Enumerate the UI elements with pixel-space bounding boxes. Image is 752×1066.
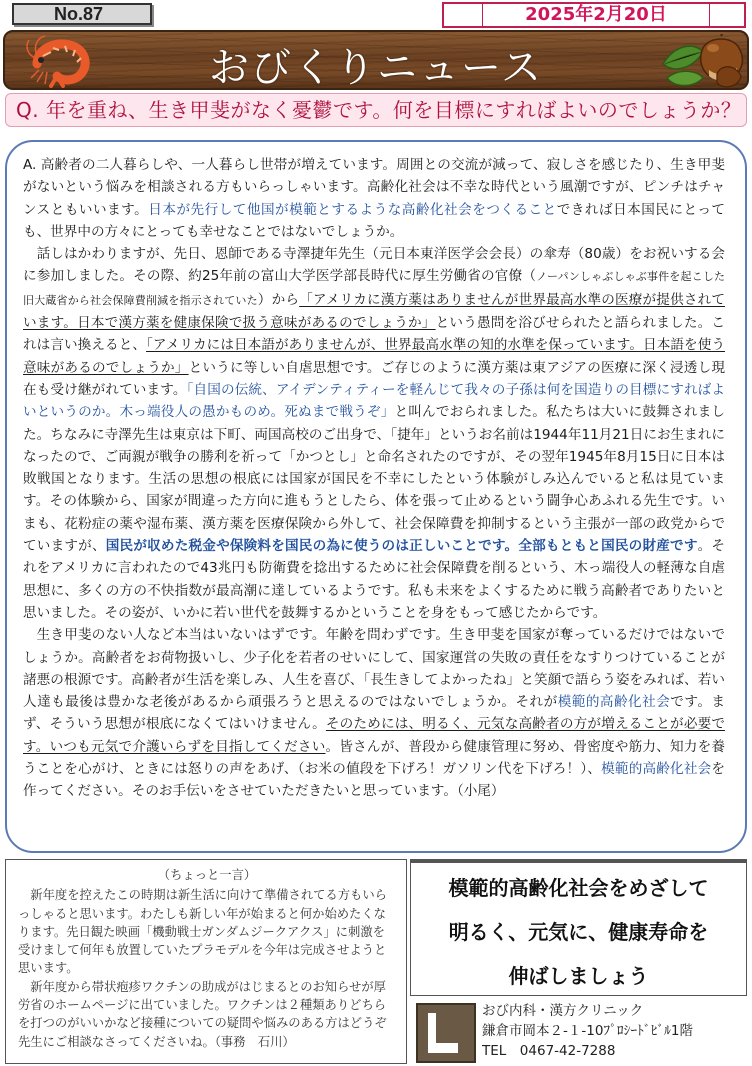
issue-number: No.87	[12, 3, 152, 25]
article-text: です。まず、そういう思想が根底になくてはいけません。	[23, 694, 726, 733]
article-text: できれば日本国民にとっても、世界中の方々にとっても幸せなことではないでしょうか。	[23, 201, 726, 240]
article-bold-highlight: 国民が収めた税金や保険料を国民の為に使うのは正しいことです。全部もともと国民の財産です	[105, 538, 698, 555]
article-text: 。それをアメリカに言われたので43兆円も防衛費を捻出するために社会保障費を削るという、木っ端役人の軽薄な自虐思想に、多くの方の不快指数が最高潮に達しているようです。私も未来をよくするために戦う高齢者でありたいと思いました。その姿が、いかに若い世代を鼓舞するかということを身をもって感じたからです。	[23, 538, 726, 621]
slogan-line-2: 明るく、元気に、健康寿命を	[448, 920, 709, 944]
title-banner	[3, 30, 749, 90]
slogan-box	[410, 859, 747, 996]
article-underlined-quote: 「アメリカに漢方薬はありませんが世界最高水準の医療が提供されています。日本で漢方薬を健康保険で扱う意味があるのでしょうか」	[23, 291, 726, 332]
clinic-text	[482, 1001, 693, 1061]
newsletter-title: おびくりニュース	[209, 45, 543, 90]
article-text: 生き甲斐のない人など本当はいないはずです。年齢を問わずです。生き甲斐を国家が奪っているだけではないでしょうか。高齢者をお荷物扱いし、少子化を若者のせいにして、国家運営の失敗の責任をなすりつけていることが諸悪の根源です。高齢者が生活を楽しみ、人生を喜び、「長生きしてよかったね」と笑顔で語らう姿をみれば、若い人達も最後は豊かな老後があるから頑張ろうと思えるのではないでしょうか。それが	[23, 627, 725, 711]
article-paragraph-1	[23, 154, 725, 243]
article-underlined-text: そのためには、明るく、元気な高齢者の方が増えることが必要です。いつも元気で介護いらずを目指してください	[23, 716, 725, 755]
article-text: 話しはかわりますが、先日、恩師である寺澤捷年先生（元日本東洋医学会会長）の傘寿（80歳）をお祝いする会に参加しました。その際、約25年前の富山大学医学部長時代に厚生労働省の官僚（	[23, 246, 725, 285]
question-heading: Q. 年を重ね、生き甲斐がなく憂鬱です。何を目標にすればよいのでしょうか？	[5, 93, 747, 127]
clinic-address: 鎌倉市岡本２-１-10ﾌﾟﾛｼｰﾄﾞﾋﾞﾙ1階	[482, 1023, 694, 1039]
slogan-line-1: 模範的高齢化社会をめざして	[448, 876, 709, 900]
clinic-logo-icon	[416, 1003, 476, 1063]
slogan-line-3: 伸ばしましょう	[508, 964, 649, 988]
article-highlight: 日本が先行して他国が模範とするような高齢化社会をつくること	[148, 201, 557, 218]
clinic-phone: TEL 0467-42-7288	[482, 1043, 616, 1059]
article-small-note: ノーパンしゃぶしゃぶ事件を起こした旧大蔵省から社会保障費削減を指示されていた	[23, 270, 726, 307]
article-highlight: 「自国の伝統、アイデンティティーを軽んじて我々の子孫は何を国造りの目標にすればよいというのか。木っ端役人の愚かものめ。死ぬまで戦うぞ」	[23, 381, 725, 421]
article-text: ）から	[257, 291, 300, 308]
chestnut-icon	[657, 34, 749, 90]
article-highlight: 模範的高齢化社会	[601, 761, 712, 778]
article-text: 。皆さんが、普段から健康管理に努め、骨密度や筋力、知力を養うことを心がけ、ときには怒りの声をあげ、（お米の値段を下げろ！ガソリン代を下げろ！）、	[23, 738, 725, 778]
article-paragraph-3	[23, 624, 725, 802]
note-title: （ちょっと一言）	[157, 868, 257, 882]
article-text: というに等しい自虐思想です。ご存じのように漢方薬は東アジアの医療に深く浸透し現在も受け継がれています。	[23, 359, 725, 398]
article-highlight: 模範的高齢化社会	[557, 694, 671, 711]
article-text: と叫んでおられました。私たちは大いに鼓舞されました。ちなみに寺澤先生は東京は下町、両国高校のご出身で、「捷年」というお名前は1944年11月21日にお生まれになったので、ご両親が戦争の勝利を祈って「かつとし」と命名されたのですが、その翌年1945年8月15日に日本は敗戦国となります。生活の思想の根底には国家が国民を不幸にしたという体験がしみ込んでいると私は見ています。その体験から、国家が間違った方向に進もうとしたら、体を張って止めるという闘争心あふれる先生です。いまも、花粉症の薬や湿布薬、漢方薬を医療保険から外して、社会保障費を抑制するという主張が一部の政党からでていますが、	[23, 404, 725, 555]
article-underlined-quote: 「アメリカには日本語がありませんが、世界最高水準の知的水準を保っています。日本語を使う意味があるのでしょうか」	[23, 337, 725, 376]
issue-date: 2025年2月20日	[482, 4, 710, 26]
clinic-info	[410, 999, 747, 1064]
article-text: という愚問を浴びせられたと語られました。これは言い換えると、	[23, 315, 725, 354]
date-box	[442, 2, 746, 28]
article-paragraph-2	[23, 243, 725, 624]
clinic-name: おび内科・漢方クリニック	[482, 1003, 644, 1019]
answer-article	[5, 140, 747, 853]
article-text: を作ってください。そのお手伝いをさせていただきたいと思っています。（小尾）	[23, 761, 726, 800]
staff-note-box	[5, 859, 407, 1064]
note-paragraph-2: 新年度から帯状疱疹ワクチンの助成がはじまるとのお知らせが厚労省のホームページに出ていました。ワクチンは２種類ありどちらを打つのがいいかなど接種についての疑問や悩みのある方はどうぞ先生にご相談なさってくださいね。（事務 石川）	[18, 979, 387, 1049]
note-paragraph-1: 新年度を控えたこの時期は新生活に向けて準備されてる方もいらっしゃると思います。わたしも新しい年が始まると何か始めたくなります。先日観た映画「機動戦士ガンダムジークアクス」に刺激を受けまして何年も放置していたプラモデルを今年は完成させようと思います。	[18, 888, 387, 976]
article-text: A. 高齢者の二人暮らしや、一人暮らし世帯が増えています。周囲との交流が減って、寂しさを感じたり、生き甲斐がないという悩みを相談される方もいらっしゃいます。高齢化社会は不幸な時代という風潮ですが、ピンチはチャンスともいいます。	[23, 157, 725, 218]
